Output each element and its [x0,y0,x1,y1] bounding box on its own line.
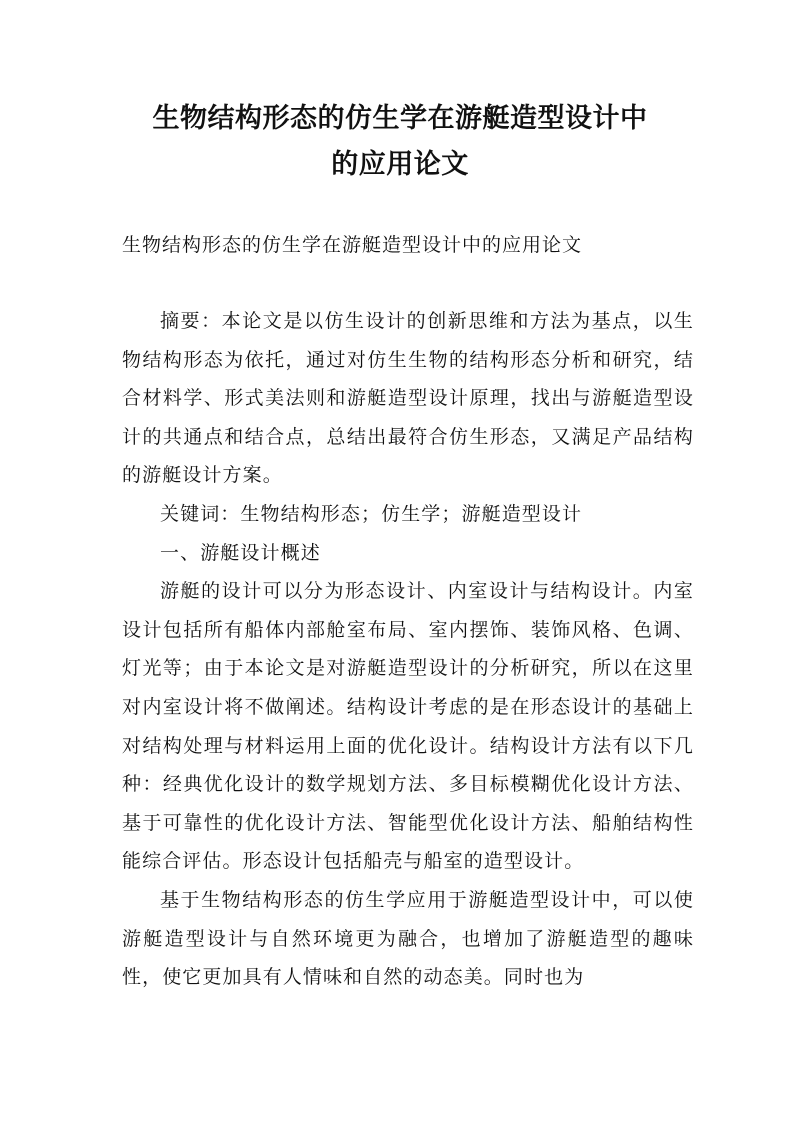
abstract-paragraph: 摘要：本论文是以仿生设计的创新思维和方法为基点，以生物结构形态为依托，通过对仿生生物的结构形态分析和研究，结合材料学、形式美法则和游艇造型设计原理，找出与游艇造型设计的共通点和结合点，总结出最符合仿生形态，又满足产品结构的游艇设计方案。 [122,310,694,487]
section-heading: 一、游艇设计概述 [160,541,321,564]
document-title [100,96,700,188]
keywords-paragraph: 关键词：生物结构形态；仿生学；游艇造型设计 [160,502,583,525]
body-paragraph: 游艇的设计可以分为形态设计、内室设计与结构设计。内室设计包括所有船体内部舱室布局、室内摆饰、装饰风格、色调、灯光等；由于本论文是对游艇造型设计的分析研究，所以在这里对内室设计将不做阐述。结构设计考虑的是在形态设计的基础上对结构处理与材料运用上面的优化设计。结构设计方法有以下几种：经典优化设计的数学规划方法、多目标模糊优化设计方法、基于可靠性的优化设计方法、智能型优化设计方法、船舶结构性能综合评估。形态设计包括船壳与船室的造型设计。 [122,580,694,873]
body-paragraph: 基于生物结构形态的仿生学应用于游艇造型设计中，可以使游艇造型设计与自然环境更为融合，也增加了游艇造型的趣味性，使它更加具有人情味和自然的动态美。同时也为 [122,888,694,989]
title-line-1: 生物结构形态的仿生学在游艇造型设计中 [152,103,648,134]
document-body [122,302,694,997]
document-subtitle: 生物结构形态的仿生学在游艇造型设计中的应用论文 [122,234,583,256]
title-line-2: 的应用论文 [331,149,469,180]
